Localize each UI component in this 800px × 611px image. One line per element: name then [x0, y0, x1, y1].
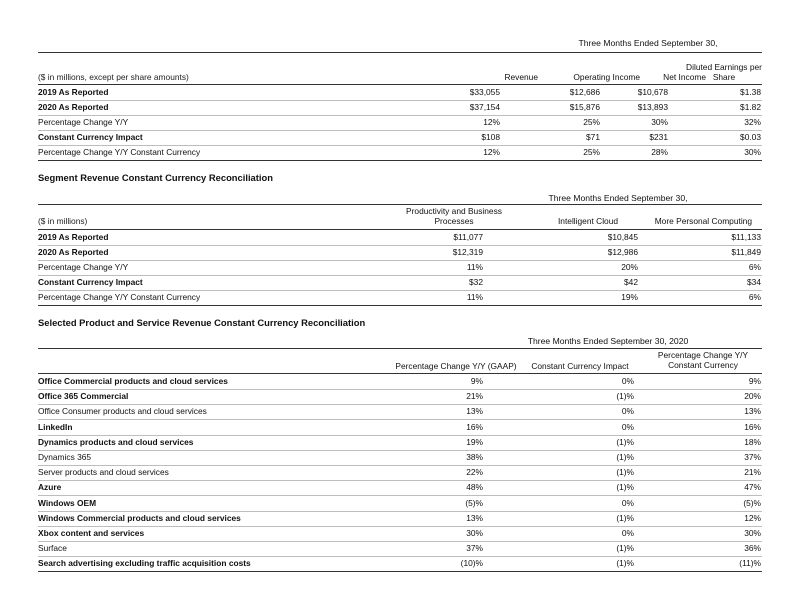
- segment-cell: $11,133: [731, 232, 761, 242]
- product-col-gaap: Percentage Change Y/Y (GAAP): [395, 361, 517, 371]
- segment-cell: 11%: [466, 262, 483, 272]
- income-row-label: Constant Currency Impact: [38, 132, 143, 142]
- product-cell: 19%: [466, 436, 483, 447]
- product-cell: (11)%: [739, 558, 761, 569]
- product-cell: 20%: [744, 391, 761, 402]
- income-cell: $10,678: [637, 87, 668, 97]
- product-cell: 22%: [466, 467, 483, 478]
- product-cell: (1)%: [616, 391, 634, 402]
- product-cell: 9%: [748, 376, 761, 386]
- segment-period-header: Three Months Ended September 30,: [548, 193, 688, 203]
- income-cell: 25%: [583, 117, 600, 127]
- income-period-header: Three Months Ended September 30,: [578, 38, 718, 48]
- income-units-label: ($ in millions, except per share amounts): [38, 72, 189, 82]
- product-cell: 0%: [621, 528, 634, 538]
- product-row-label: Windows Commercial products and cloud services: [38, 512, 241, 523]
- product-cell: 0%: [621, 421, 634, 432]
- segment-row-label: Percentage Change Y/Y: [38, 262, 129, 272]
- product-row-label: Server products and cloud services: [38, 467, 169, 478]
- product-row: [38, 556, 762, 572]
- income-cell: $0.03: [740, 132, 761, 142]
- income-cell: 30%: [744, 147, 761, 157]
- product-row-label: Dynamics products and cloud services: [38, 436, 194, 447]
- segment-row-label: Percentage Change Y/Y Constant Currency: [38, 292, 201, 302]
- segment-cell: $34: [747, 277, 761, 287]
- segment-cell: $42: [624, 277, 638, 287]
- income-cell: 25%: [583, 147, 600, 157]
- segment-cell: $12,319: [452, 247, 483, 257]
- product-row: [38, 496, 762, 512]
- segment-cell: 11%: [466, 292, 483, 302]
- product-cell: 37%: [744, 452, 761, 462]
- product-cell: 16%: [744, 421, 761, 432]
- income-row-label: Percentage Change Y/Y: [38, 117, 129, 127]
- product-cell: 0%: [621, 376, 634, 386]
- income-cell: $13,893: [637, 102, 668, 112]
- product-row-label: Azure: [38, 482, 62, 493]
- product-cell: (1)%: [616, 436, 634, 447]
- income-col-diluted-eps: Diluted Earnings per Share: [686, 62, 762, 82]
- product-row: [38, 420, 762, 436]
- product-cell: 0%: [621, 497, 634, 508]
- product-cell: (1)%: [616, 482, 634, 493]
- product-cell: (1)%: [616, 452, 634, 462]
- product-row: [38, 526, 762, 542]
- income-cell: $12,686: [569, 87, 600, 97]
- product-cell: 21%: [466, 391, 483, 402]
- segment-col-productivity: Productivity and Business Processes: [406, 206, 502, 226]
- product-row-label: Office 365 Commercial: [38, 391, 129, 402]
- product-row: [38, 389, 762, 405]
- segment-cell: $11,849: [731, 247, 761, 257]
- product-cell: (1)%: [616, 467, 634, 478]
- product-cell: 38%: [466, 452, 483, 462]
- segment-cell: 20%: [621, 262, 638, 272]
- income-cell: $1.82: [740, 102, 761, 112]
- income-row-label: 2020 As Reported: [38, 102, 109, 112]
- segment-cell: 6%: [748, 262, 761, 272]
- product-cell: (1)%: [616, 558, 634, 569]
- product-cell: 16%: [466, 421, 483, 432]
- product-col-cc-change: Percentage Change Y/Y Constant Currency: [657, 350, 749, 370]
- product-row-label: Xbox content and services: [38, 528, 145, 538]
- income-cell: $37,154: [469, 102, 500, 112]
- product-section-title: Selected Product and Service Revenue Constant Currency Reconciliation: [38, 317, 366, 328]
- product-cell: (1)%: [616, 543, 634, 554]
- segment-cell: $32: [469, 277, 483, 287]
- product-row-label: Windows OEM: [38, 497, 97, 508]
- product-cell: 37%: [466, 543, 483, 554]
- product-row-label: Dynamics 365: [38, 452, 92, 462]
- segment-section-title: Segment Revenue Constant Currency Reconciliation: [38, 172, 273, 183]
- product-cell: 36%: [744, 543, 761, 554]
- segment-cell: 6%: [748, 292, 761, 302]
- income-cell: 30%: [651, 117, 668, 127]
- segment-cell: $12,986: [607, 247, 638, 257]
- product-row: [38, 541, 762, 557]
- product-cell: (10)%: [460, 558, 483, 569]
- income-cell: $15,876: [569, 102, 600, 112]
- product-cell: 48%: [466, 482, 483, 493]
- income-cell: 12%: [483, 147, 500, 157]
- product-col-cc-impact: Constant Currency Impact: [531, 361, 629, 371]
- segment-row-label: 2020 As Reported: [38, 247, 109, 257]
- segment-row-label: 2019 As Reported: [38, 232, 109, 242]
- product-cell: 0%: [621, 406, 634, 417]
- income-col-revenue: Revenue: [504, 72, 538, 82]
- product-cell: 18%: [744, 436, 761, 447]
- income-cell: 28%: [651, 147, 668, 157]
- product-row-label: Surface: [38, 543, 67, 554]
- segment-col-intelligent-cloud: Intelligent Cloud: [557, 216, 619, 226]
- income-row-label: 2019 As Reported: [38, 87, 109, 97]
- product-row: [38, 480, 762, 496]
- income-cell: 32%: [744, 117, 761, 127]
- income-cell: $71: [586, 132, 600, 142]
- product-row: [38, 465, 762, 481]
- income-col-operating-income: Operating Income: [573, 72, 640, 82]
- product-row: [38, 374, 762, 390]
- product-period-header: Three Months Ended September 30, 2020: [527, 336, 689, 346]
- income-row-label: Percentage Change Y/Y Constant Currency: [38, 147, 201, 157]
- segment-units-label: ($ in millions): [38, 216, 88, 226]
- product-cell: (5)%: [743, 497, 761, 508]
- product-cell: 13%: [466, 406, 483, 417]
- income-cell: $231: [649, 132, 668, 142]
- product-cell: 12%: [744, 512, 761, 523]
- income-cell: $33,055: [469, 87, 500, 97]
- product-row: [38, 450, 762, 466]
- product-cell: 30%: [744, 528, 761, 538]
- segment-col-more-personal-computing: More Personal Computing: [654, 216, 752, 226]
- segment-cell: $10,845: [607, 232, 638, 242]
- product-top-rule: [38, 348, 762, 349]
- product-cell: (5)%: [465, 497, 483, 508]
- product-row-label: Office Commercial products and cloud services: [38, 376, 228, 386]
- product-reconciliation-table: [38, 0, 762, 611]
- product-cell: (1)%: [616, 512, 634, 523]
- income-col-net-income: Net Income: [663, 72, 706, 82]
- product-row: [38, 511, 762, 527]
- product-cell: 47%: [744, 482, 761, 493]
- product-cell: 13%: [744, 406, 761, 417]
- product-cell: 9%: [470, 376, 483, 386]
- product-row: [38, 435, 762, 451]
- segment-row-label: Constant Currency Impact: [38, 277, 143, 287]
- product-cell: 21%: [744, 467, 761, 478]
- income-cell: $108: [481, 132, 500, 142]
- segment-cell: 19%: [621, 292, 638, 302]
- segment-cell: $11,077: [453, 232, 483, 242]
- product-row: [38, 404, 762, 420]
- product-cell: 13%: [466, 512, 483, 523]
- income-cell: $1.38: [740, 87, 761, 97]
- product-cell: 30%: [466, 528, 483, 538]
- product-row-label: Search advertising excluding traffic acquisition costs: [38, 558, 251, 569]
- product-row-label: Office Consumer products and cloud services: [38, 406, 207, 417]
- product-row-label: LinkedIn: [38, 421, 73, 432]
- income-cell: 12%: [483, 117, 500, 127]
